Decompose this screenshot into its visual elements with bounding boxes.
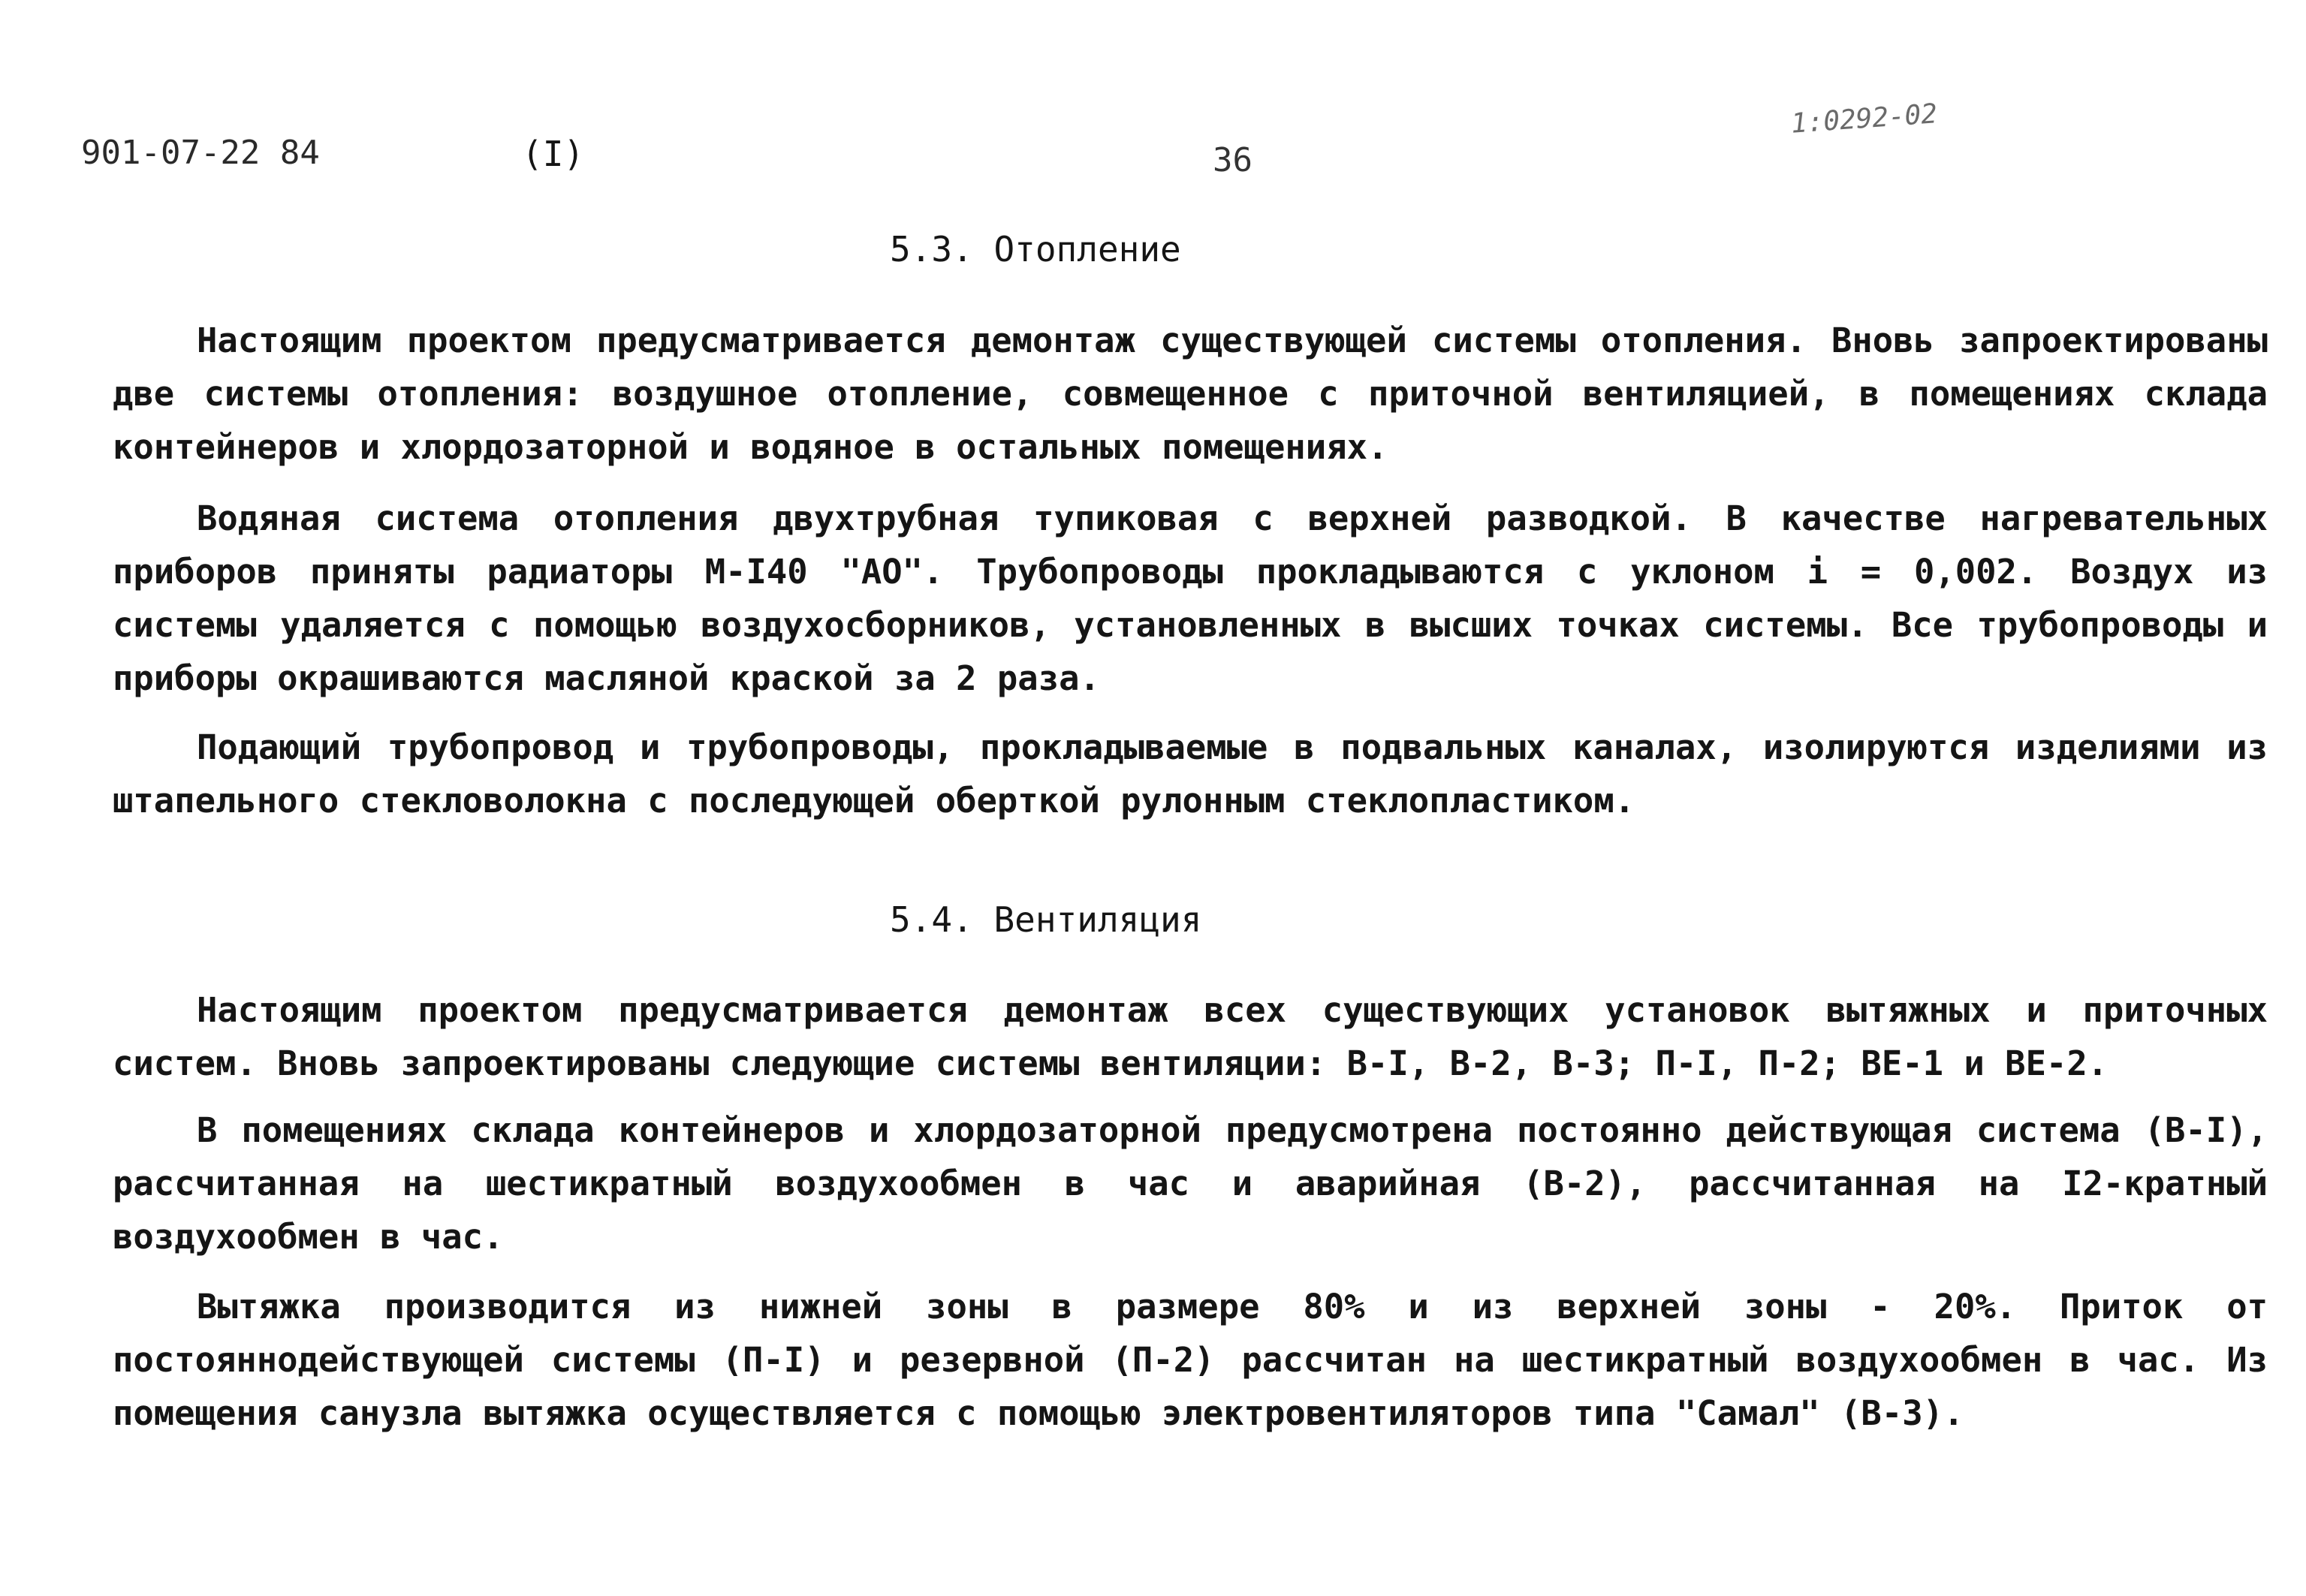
paragraph: Настоящим проектом предусматривается демонтаж всех существующих установок вытяжных и приточных систем. Вновь запроектированы следующие системы вентиляции: В-I, В-2, В-3; П-I, П-2; ВЕ-1 и ВЕ-2. — [113, 990, 2268, 1083]
sheet-mark: (I) — [522, 134, 585, 174]
paragraph: Настоящим проектом предусматривается демонтаж существующей системы отопления. Вновь запроектированы две системы отопления: воздушное отопление, совмещенное с приточной вентиляцией, в помещениях склада контейнеров и хлордозаторной и водяное в остальных помещениях. — [113, 321, 2268, 467]
paragraph: Подающий трубопровод и трубопроводы, прокладываемые в подвальных каналах, изолируются изделиями из штапельного стекловолокна с последующей оберткой рулонным стеклопластиком. — [113, 727, 2268, 821]
paragraph: Вытяжка производится из нижней зоны в размере 80% и из верхней зоны - 20%. Приток от постояннодействующей системы (П-I) и резервной (П-2) рассчитан на шестикратный воздухообмен в час. Из помещения санузла вытяжка осуществляется с помощью электровентиляторов типа "Самал" (В-3). — [113, 1287, 2268, 1433]
page-number: 36 — [1213, 141, 1252, 179]
section-title: 5.4. Вентиляция — [890, 899, 1202, 940]
section-title: 5.3. Отопление — [890, 229, 1181, 270]
paragraph: Водяная система отопления двухтрубная тупиковая с верхней разводкой. В качестве нагревательных приборов приняты радиаторы М-I40 "АО". Трубопроводы прокладываются с уклоном i = 0,002. Воздух из системы удаляется с помощью воздухосборников, установленных в высших точках системы. Все трубопроводы и приборы окрашиваются масляной краской за 2 раза. — [113, 498, 2268, 698]
paragraph: В помещениях склада контейнеров и хлордозаторной предусмотрена постоянно действующая система (В-I), рассчитанная на шестикратный воздухообмен в час и аварийная (В-2), рассчитанная на I2-кратный воздухообмен в час. — [113, 1110, 2268, 1257]
document-code: 901-07-22 84 — [81, 134, 320, 172]
archive-stamp: 1:0292-02 — [1789, 98, 1939, 140]
